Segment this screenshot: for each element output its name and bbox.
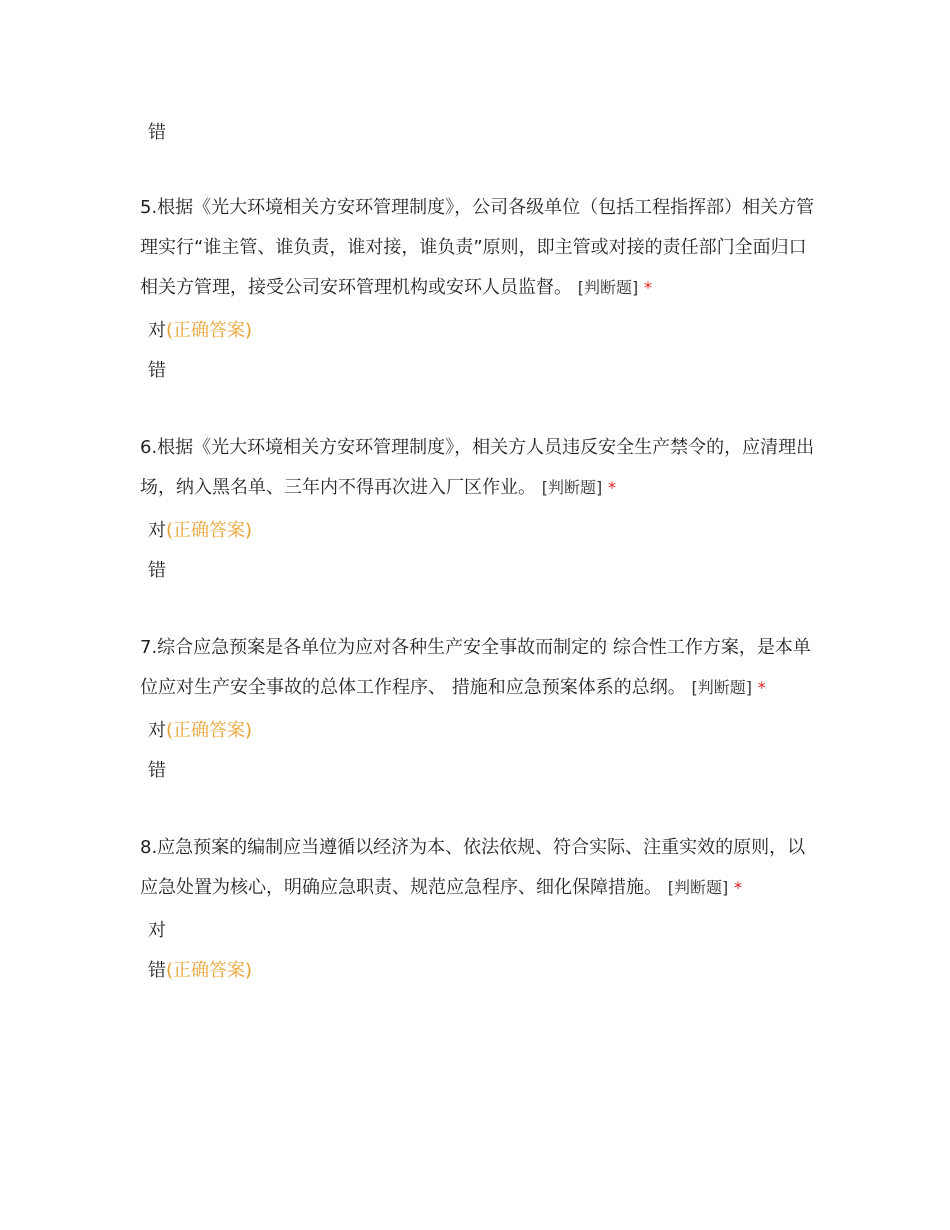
option-label: 对 [148, 720, 166, 741]
correct-answer-tag: (正确答案) [166, 960, 253, 981]
question-stem: 5.根据《光大环境相关方安环管理制度》，公司各级单位（包括工程指挥部）相关方管理实行“谁主管、谁负责，谁对接，谁负责”原则，即主管或对接的责任部门全面归口相关方管理，接受公司安环管理机构或安环人员监督。 [140, 197, 815, 298]
option-list [140, 318, 820, 398]
option-label: 对 [148, 920, 166, 941]
question-stem: 7.综合应急预案是各单位为应对各种生产安全事故而制定的 综合性工作方案，是本单位应对生产安全事故的总体工作程序、 措施和应急预案体系的总纲。 [140, 637, 811, 698]
answer-option[interactable] [148, 558, 820, 598]
answer-option[interactable] [148, 518, 820, 558]
question-text [140, 828, 820, 908]
correct-answer-tag: (正确答案) [166, 720, 253, 741]
question-8 [140, 828, 820, 998]
option-list [140, 718, 820, 798]
answer-option[interactable] [148, 718, 820, 758]
correct-answer-tag: (正确答案) [166, 520, 253, 541]
answer-option[interactable] [148, 318, 820, 358]
question-text [140, 628, 820, 708]
question-6 [140, 428, 820, 598]
required-mark: * [733, 878, 742, 897]
required-mark: * [643, 278, 652, 297]
question-type-label: [判断题] [691, 678, 752, 697]
option-label: 错 [148, 760, 166, 781]
answer-option[interactable] [148, 958, 820, 998]
answer-option[interactable] [148, 918, 820, 958]
option-label: 错 [148, 560, 166, 581]
option-label: 对 [148, 320, 166, 341]
question-stem: 8.应急预案的编制应当遵循以经济为本、依法依规、符合实际、注重实效的原则，以应急处置为核心，明确应急职责、规范应急程序、细化保障措施。 [140, 837, 806, 898]
required-mark: * [757, 678, 766, 697]
question-type-label: [判断题] [667, 878, 729, 897]
question-7 [140, 628, 820, 798]
question-text [140, 188, 820, 308]
question-5 [140, 188, 820, 398]
option-label: 错 [148, 360, 166, 381]
option-label: 错 [148, 960, 166, 981]
option-label: 对 [148, 520, 166, 541]
option-list [140, 918, 820, 998]
question-type-label: [判断题] [577, 278, 639, 297]
required-mark: * [607, 478, 616, 497]
question-stem: 6.根据《光大环境相关方安环管理制度》，相关方人员违反安全生产禁令的，应清理出场，纳入黑名单、三年内不得再次进入厂区作业。 [140, 437, 815, 498]
option-list [140, 518, 820, 598]
question-type-label: [判断题] [541, 478, 603, 497]
answer-option[interactable] [148, 358, 820, 398]
correct-answer-tag: (正确答案) [166, 320, 253, 341]
question-text [140, 428, 820, 508]
answer-option[interactable] [148, 758, 820, 798]
answer-option[interactable]: 错 [148, 122, 166, 143]
